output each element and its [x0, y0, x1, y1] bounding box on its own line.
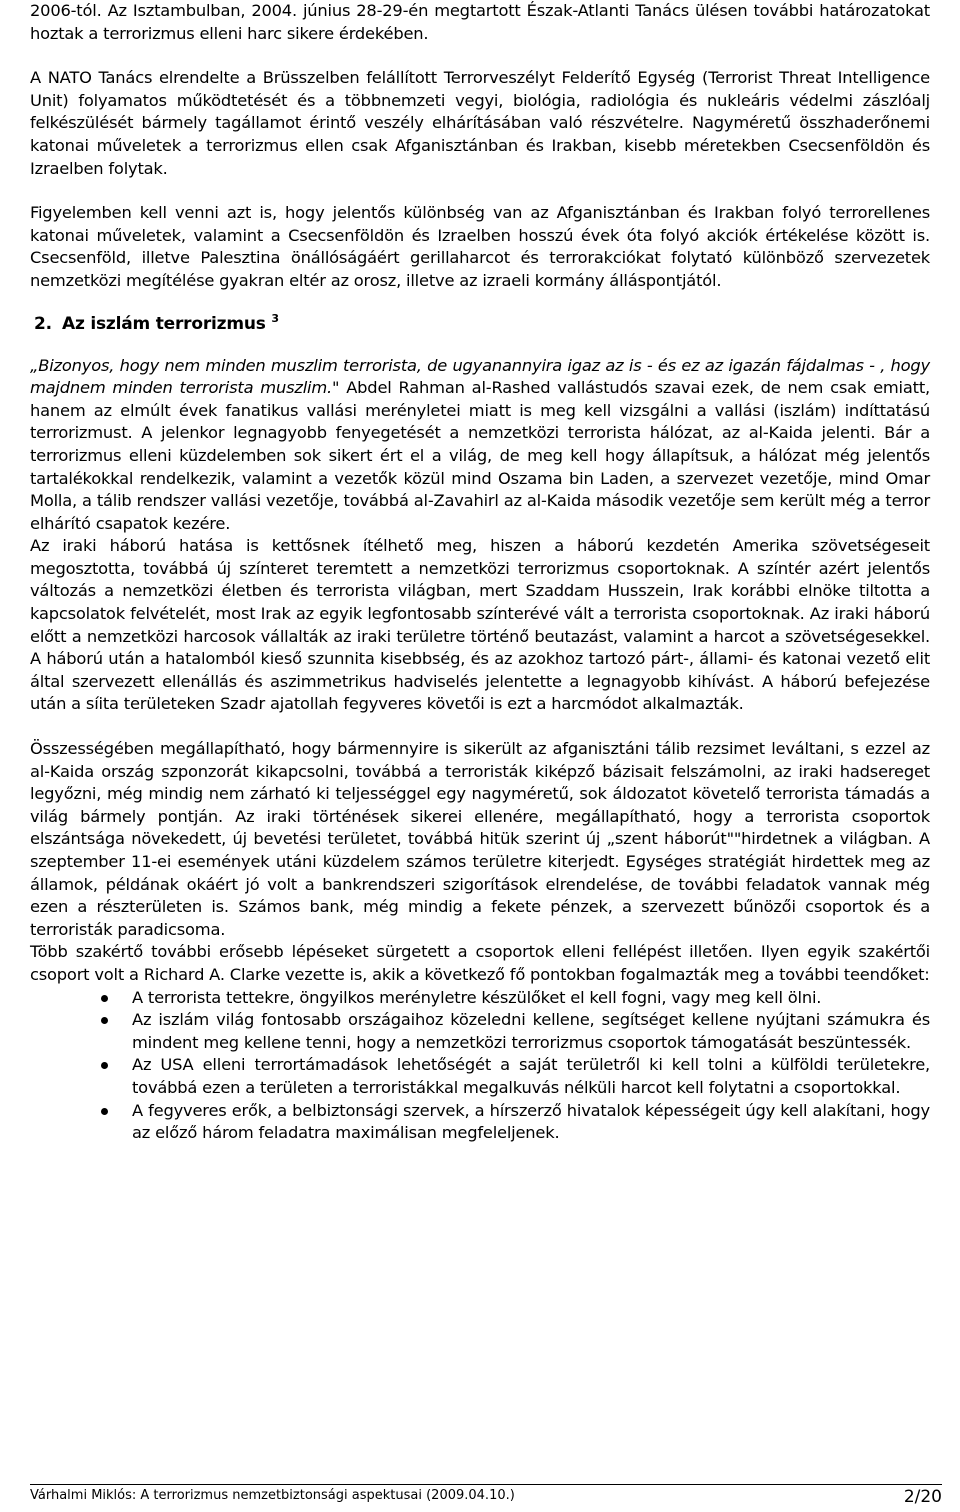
list-item-text: Az USA elleni terrortámadások lehetőségét a saját területről ki kell tolni a külföldi területekre, továbbá ezen a területen a terroristákkal megalkuvás nélküli harcot kell folytatni a csoportokkal. — [132, 1055, 930, 1097]
list-item-text: A terrorista tettekre, öngyilkos merényletre készülőket el kell fogni, vagy meg kell ölni. — [132, 987, 822, 1007]
footer-citation: Várhalmi Miklós: A terrorizmus nemzetbiztonsági aspektusai (2009.04.10.) — [30, 1488, 515, 1503]
list-item — [30, 1054, 930, 1099]
paragraph-iraq-war: Az iraki háború hatása is kettősnek ítélhető meg, hiszen a háború kezdetén Amerika szövetségeseit megosztotta, továbbá új színteret teremtett a nemzetközi terrorizmus csoportoknak. A színtér azért jelentős változás a nemzetközi életben és terrorista világban, mert Szaddam Husszein, Irak korábbi elnöke tiltotta a kapcsolatok felvételét, most Irak az egyik legfontosabb színterévé vált a terrorista csoportoknak. Az iraki háború előtt a nemzetközi harcosok vállalták az iraki területre történő beutazást, valamint a harcot a szövetségesekkel. A háború után a hatalomból kieső szunnita kisebbség, és az azokhoz tartozó párt-, állami- és katonai vezető elit által szervezett ellenállás és aszimmetrikus hadviselés jelentette a legnagyobb kihívást. A háború befejezése után a síita területeken Szadr ajatollah fegyveres követői is ezt a harcmódot alkalmazták. — [30, 536, 930, 714]
section-heading — [30, 311, 930, 337]
spacer — [30, 293, 930, 311]
list-item-text: A fegyveres erők, a belbiztonsági szervek, a hírszerző hivatalok képességeit úgy kell alakítani, hogy az előző három feladatra maximálisan megfeleljenek. — [132, 1100, 930, 1143]
paragraph-summary: Összességében megállapítható, hogy bármennyire is sikerült az afganisztáni tálib rezsimet leváltani, s ezzel az al-Kaida ország szponzorát kikapcsolni, továbbá a terroristák kiképző bázisait felszámolni, az iraki hadsereget legyőzni, még mindig nem zárható ki teljességgel egy nagyméretű, sok áldozatot követelő terrorista támadás a világ bármely pontján. Az iraki történések sikerei ellenére, megállapítható, hogy a terrorista csoportok elszántsága növekedett, új bevetési területet, továbbá hitük szerint új „szent háborút""hirdetnek a világban. A szeptember 11-ei események utáni küzdelem számos területre kiterjedt. Egységes stratégiát hirdettek meg az államok, példának okáért jó volt a bankrendszeri szigorítások elrendelése, de további feladatok vannak még ezen a részterületen is. Számos bank, még mindig a fekete pénzek, a szervezett bűnözői csoportok és a terroristák paradicsoma. — [30, 739, 930, 939]
paragraph-intro: 2006-tól. Az Isztambulban, 2004. június 28-29-én megtartott Észak-Atlanti Tanács ülésen további határozatokat hoztak a terrorizmus elleni harc sikere érdekében. — [30, 1, 930, 43]
paragraph-islamic-terrorism — [30, 355, 930, 536]
bullet-icon — [101, 1062, 108, 1069]
list-item — [30, 1009, 930, 1054]
spacer — [30, 180, 930, 202]
paragraph-differences: Figyelemben kell venni azt is, hogy jelentős különbség van az Afganisztánban és Irakban folyó terrorellenes katonai műveletek, valamint a Csecsenföldön és Izraelben hosszú évek óta folyó akciók értékelése között is. Csecsenföld, illetve Palesztina önállóságáért gerillaharcot és terrorakciókat folytató különböző szervezetek nemzetközi megítélése gyakran eltér az orosz, illetve az izraeli kormány álláspontjától. — [30, 203, 930, 290]
paragraph-experts: Több szakértő további erősebb lépéseket sürgetett a csoportok elleni fellépést illetően. Ilyen egyik szakértői csoport volt a Richard A. Clarke vezette is, akik a következő fő pontokban fogalmazták meg a további teendőket: — [30, 942, 930, 984]
spacer — [30, 45, 930, 67]
section-title: Az iszlám terrorizmus — [62, 313, 266, 334]
paragraph-nato: A NATO Tanács elrendelte a Brüsszelben felállított Terrorveszélyt Felderítő Egység (Terrorist Threat Intelligence Unit) folyamatos működtetését és a többnemzeti vegyi, biológia, radiológia és nukleáris védelmi zászlóalj felkészülését bármely tagállamot érintő veszély elhárításában való részvételre. Nagyméretű összhaderőnemi katonai műveletek a terrorizmus ellen csak Afganisztánban és Irakban, kisebb méretekben Csecsenföldön és Izraelben folytak. — [30, 68, 930, 178]
spacer — [30, 716, 930, 738]
paragraph-body: " Abdel Rahman al-Rashed vallástudós szavai ezek, de nem csak emiatt, hanem az elmúlt évek fanatikus vallási merényletei miatt is meg kell vizsgálni a vallási (iszlám) indíttatású terrorizmust. A jelenkor legnagyobb fenyegetését a nemzetközi terrorista hálózat, az al-Kaida jelenti. Bár a terrorizmus elleni küzdelemben sok sikert ért el a világ, de meg kell hogy állapítsuk, a hálózat még jelentős tartalékokkal rendelkezik, valamint a vezetők közül mind Oszama bin Laden, a szervezet vezetője, mind Omar Molla, a tálib rendszer vallási vezetője, továbbá al-Zavahirl az al-Kaida második vezetője sem került még a terror elhárító csapatok kezére. — [30, 378, 930, 533]
list-item — [30, 987, 930, 1010]
list-item — [30, 1100, 930, 1145]
page-footer — [30, 1484, 942, 1507]
spacer — [30, 337, 930, 355]
list-item-text: Az iszlám világ fontosabb országaihoz közeledni kellene, segítséget kellene nyújtani számukra és mindent meg kellene tenni, hogy a nemzetközi terrorizmus csoportok támogatását beszüntessék. — [132, 1010, 930, 1052]
bullet-icon — [101, 1108, 108, 1115]
bullet-icon — [101, 995, 108, 1002]
page-number: 2/20 — [903, 1487, 942, 1507]
section-number: 2. — [34, 313, 52, 334]
bullet-icon — [101, 1017, 108, 1024]
recommendation-list — [30, 987, 930, 1145]
quote-text: „Bizonyos, hogy nem minden muszlim terrorista, de ugyanannyira igaz az is - és ez az igazán fájdalmas - , hogy majdnem minden terrorista muszlim. — [30, 355, 930, 398]
footnote-reference: 3 — [271, 311, 279, 325]
